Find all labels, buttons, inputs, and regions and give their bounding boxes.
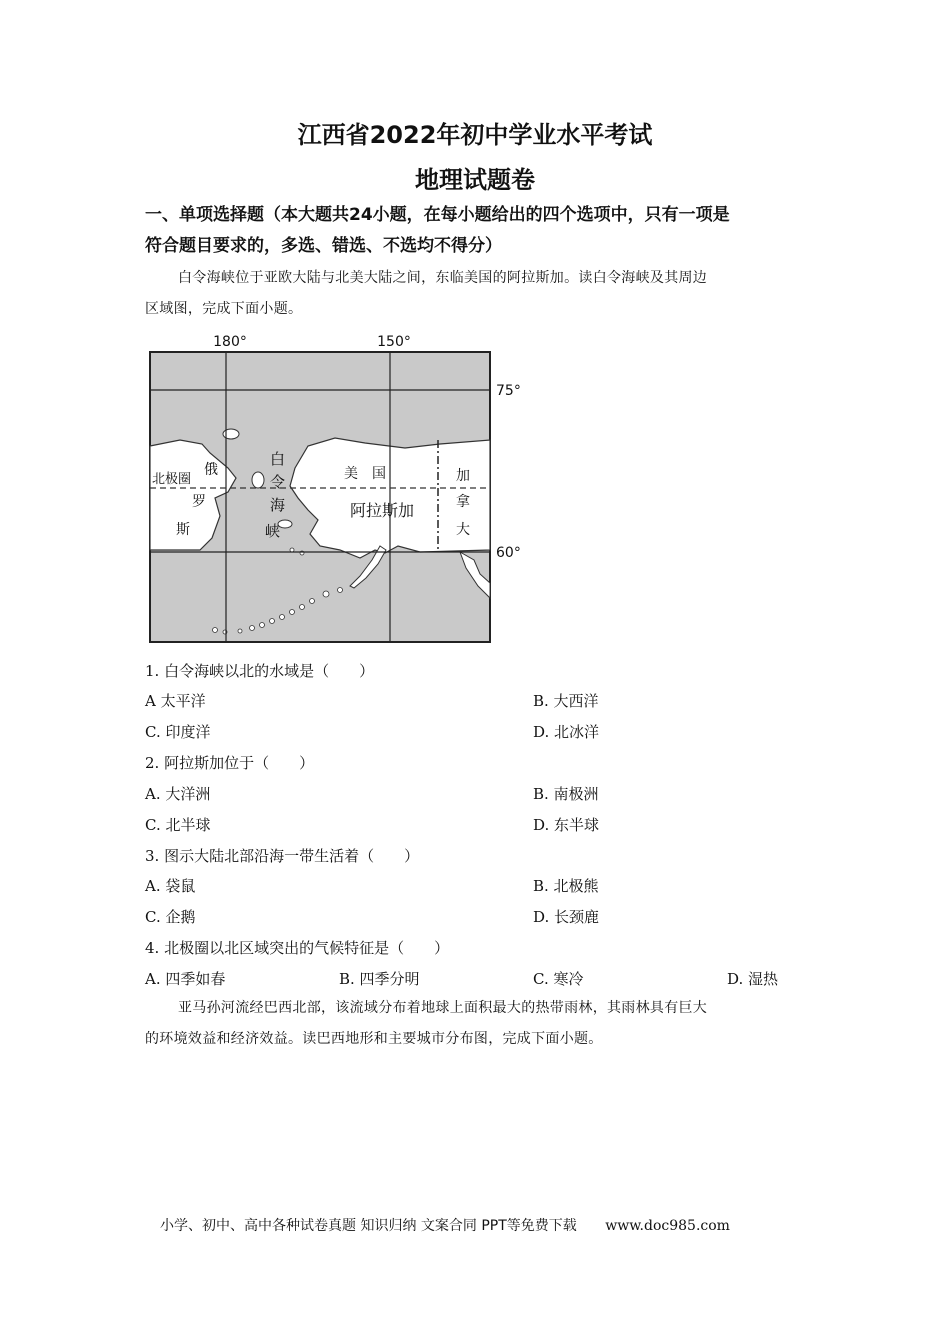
label-bering-4: 峡 [265, 522, 281, 540]
question-4-option-c[interactable]: C. 寒冷 [533, 970, 584, 988]
question-3-option-b[interactable]: B. 北极熊 [533, 877, 599, 895]
island-lawrence [278, 520, 292, 528]
question-2-option-d[interactable]: D. 东半球 [533, 816, 600, 834]
question-4-option-d[interactable]: D. 湿热 [727, 970, 779, 988]
label-russia-1: 俄 [204, 462, 218, 478]
question-2-stem: 2. 阿拉斯加位于（ ） [145, 754, 315, 772]
intro2-line2: 的环境效益和经济效益。读巴西地形和主要城市分布图，完成下面小题。 [145, 1031, 603, 1047]
label-bering-3: 海 [270, 496, 286, 514]
label-arctic-circle: 北极圈 [152, 472, 192, 487]
question-1-stem: 1. 白令海峡以北的水域是（ ） [145, 662, 375, 680]
label-lon-150: 150° [377, 334, 411, 350]
question-2-option-c[interactable]: C. 北半球 [145, 816, 211, 834]
label-russia-3: 斯 [176, 522, 190, 538]
intro-paragraph-1 [145, 263, 815, 325]
section-heading [145, 200, 815, 262]
label-russia-2: 罗 [192, 494, 206, 510]
footer-text: 小学、初中、高中各种试卷真题 知识归纳 文案合同 PPT等免费下载 [160, 1218, 577, 1234]
island-north [223, 429, 239, 439]
island-sound [252, 472, 264, 488]
question-1-option-c[interactable]: C. 印度洋 [145, 723, 211, 741]
question-4-stem: 4. 北极圈以北区域突出的气候特征是（ ） [145, 939, 450, 957]
label-lon-180: 180° [213, 334, 247, 350]
label-canada-1: 加 [456, 468, 470, 484]
label-lat-60: 60° [496, 545, 521, 561]
question-2-option-a[interactable]: A. 大洋洲 [145, 785, 211, 803]
question-3-option-c[interactable]: C. 企鹅 [145, 908, 196, 926]
page-footer [160, 1215, 730, 1235]
intro2-line1: 亚马孙河流经巴西北部，该流域分布着地球上面积最大的热带雨林，其雨林具有巨大 [178, 1000, 708, 1016]
label-bering-1: 白 [270, 450, 286, 468]
section-heading-line1: 一、单项选择题（本大题共24小题，在每小题给出的四个选项中，只有一项是 [145, 205, 730, 225]
question-3-stem: 3. 图示大陆北部沿海一带生活着（ ） [145, 847, 420, 865]
footer-link[interactable]: www.doc985.com [605, 1218, 730, 1234]
page-subtitle: 地理试题卷 [415, 166, 535, 194]
label-usa: 美 国 [344, 466, 386, 482]
question-2-option-b[interactable]: B. 南极洲 [533, 785, 599, 803]
intro1-line1: 白令海峡位于亚欧大陆与北美大陆之间，东临美国的阿拉斯加。读白令海峡及其周边 [178, 270, 708, 286]
question-1-option-a[interactable]: A 太平洋 [145, 692, 206, 710]
question-4-option-b[interactable]: B. 四季分明 [339, 970, 420, 988]
question-1-option-d[interactable]: D. 北冰洋 [533, 723, 600, 741]
intro-paragraph-2 [145, 993, 815, 1055]
page-title: 江西省2022年初中学业水平考试 [297, 121, 653, 149]
question-3-option-a[interactable]: A. 袋鼠 [145, 877, 196, 895]
question-1-option-b[interactable]: B. 大西洋 [533, 692, 599, 710]
label-canada-3: 大 [456, 522, 470, 538]
question-4-option-a[interactable]: A. 四季如春 [145, 970, 226, 988]
label-lat-75: 75° [496, 383, 521, 399]
label-bering-2: 令 [270, 473, 286, 491]
question-3-option-d[interactable]: D. 长颈鹿 [533, 908, 600, 926]
section-heading-line2: 符合题目要求的，多选、错选、不选均不得分） [145, 236, 502, 256]
label-canada-2: 拿 [456, 494, 470, 510]
intro1-line2: 区域图，完成下面小题。 [145, 301, 303, 317]
label-alaska: 阿拉斯加 [350, 501, 415, 520]
bering-strait-map [140, 328, 540, 648]
